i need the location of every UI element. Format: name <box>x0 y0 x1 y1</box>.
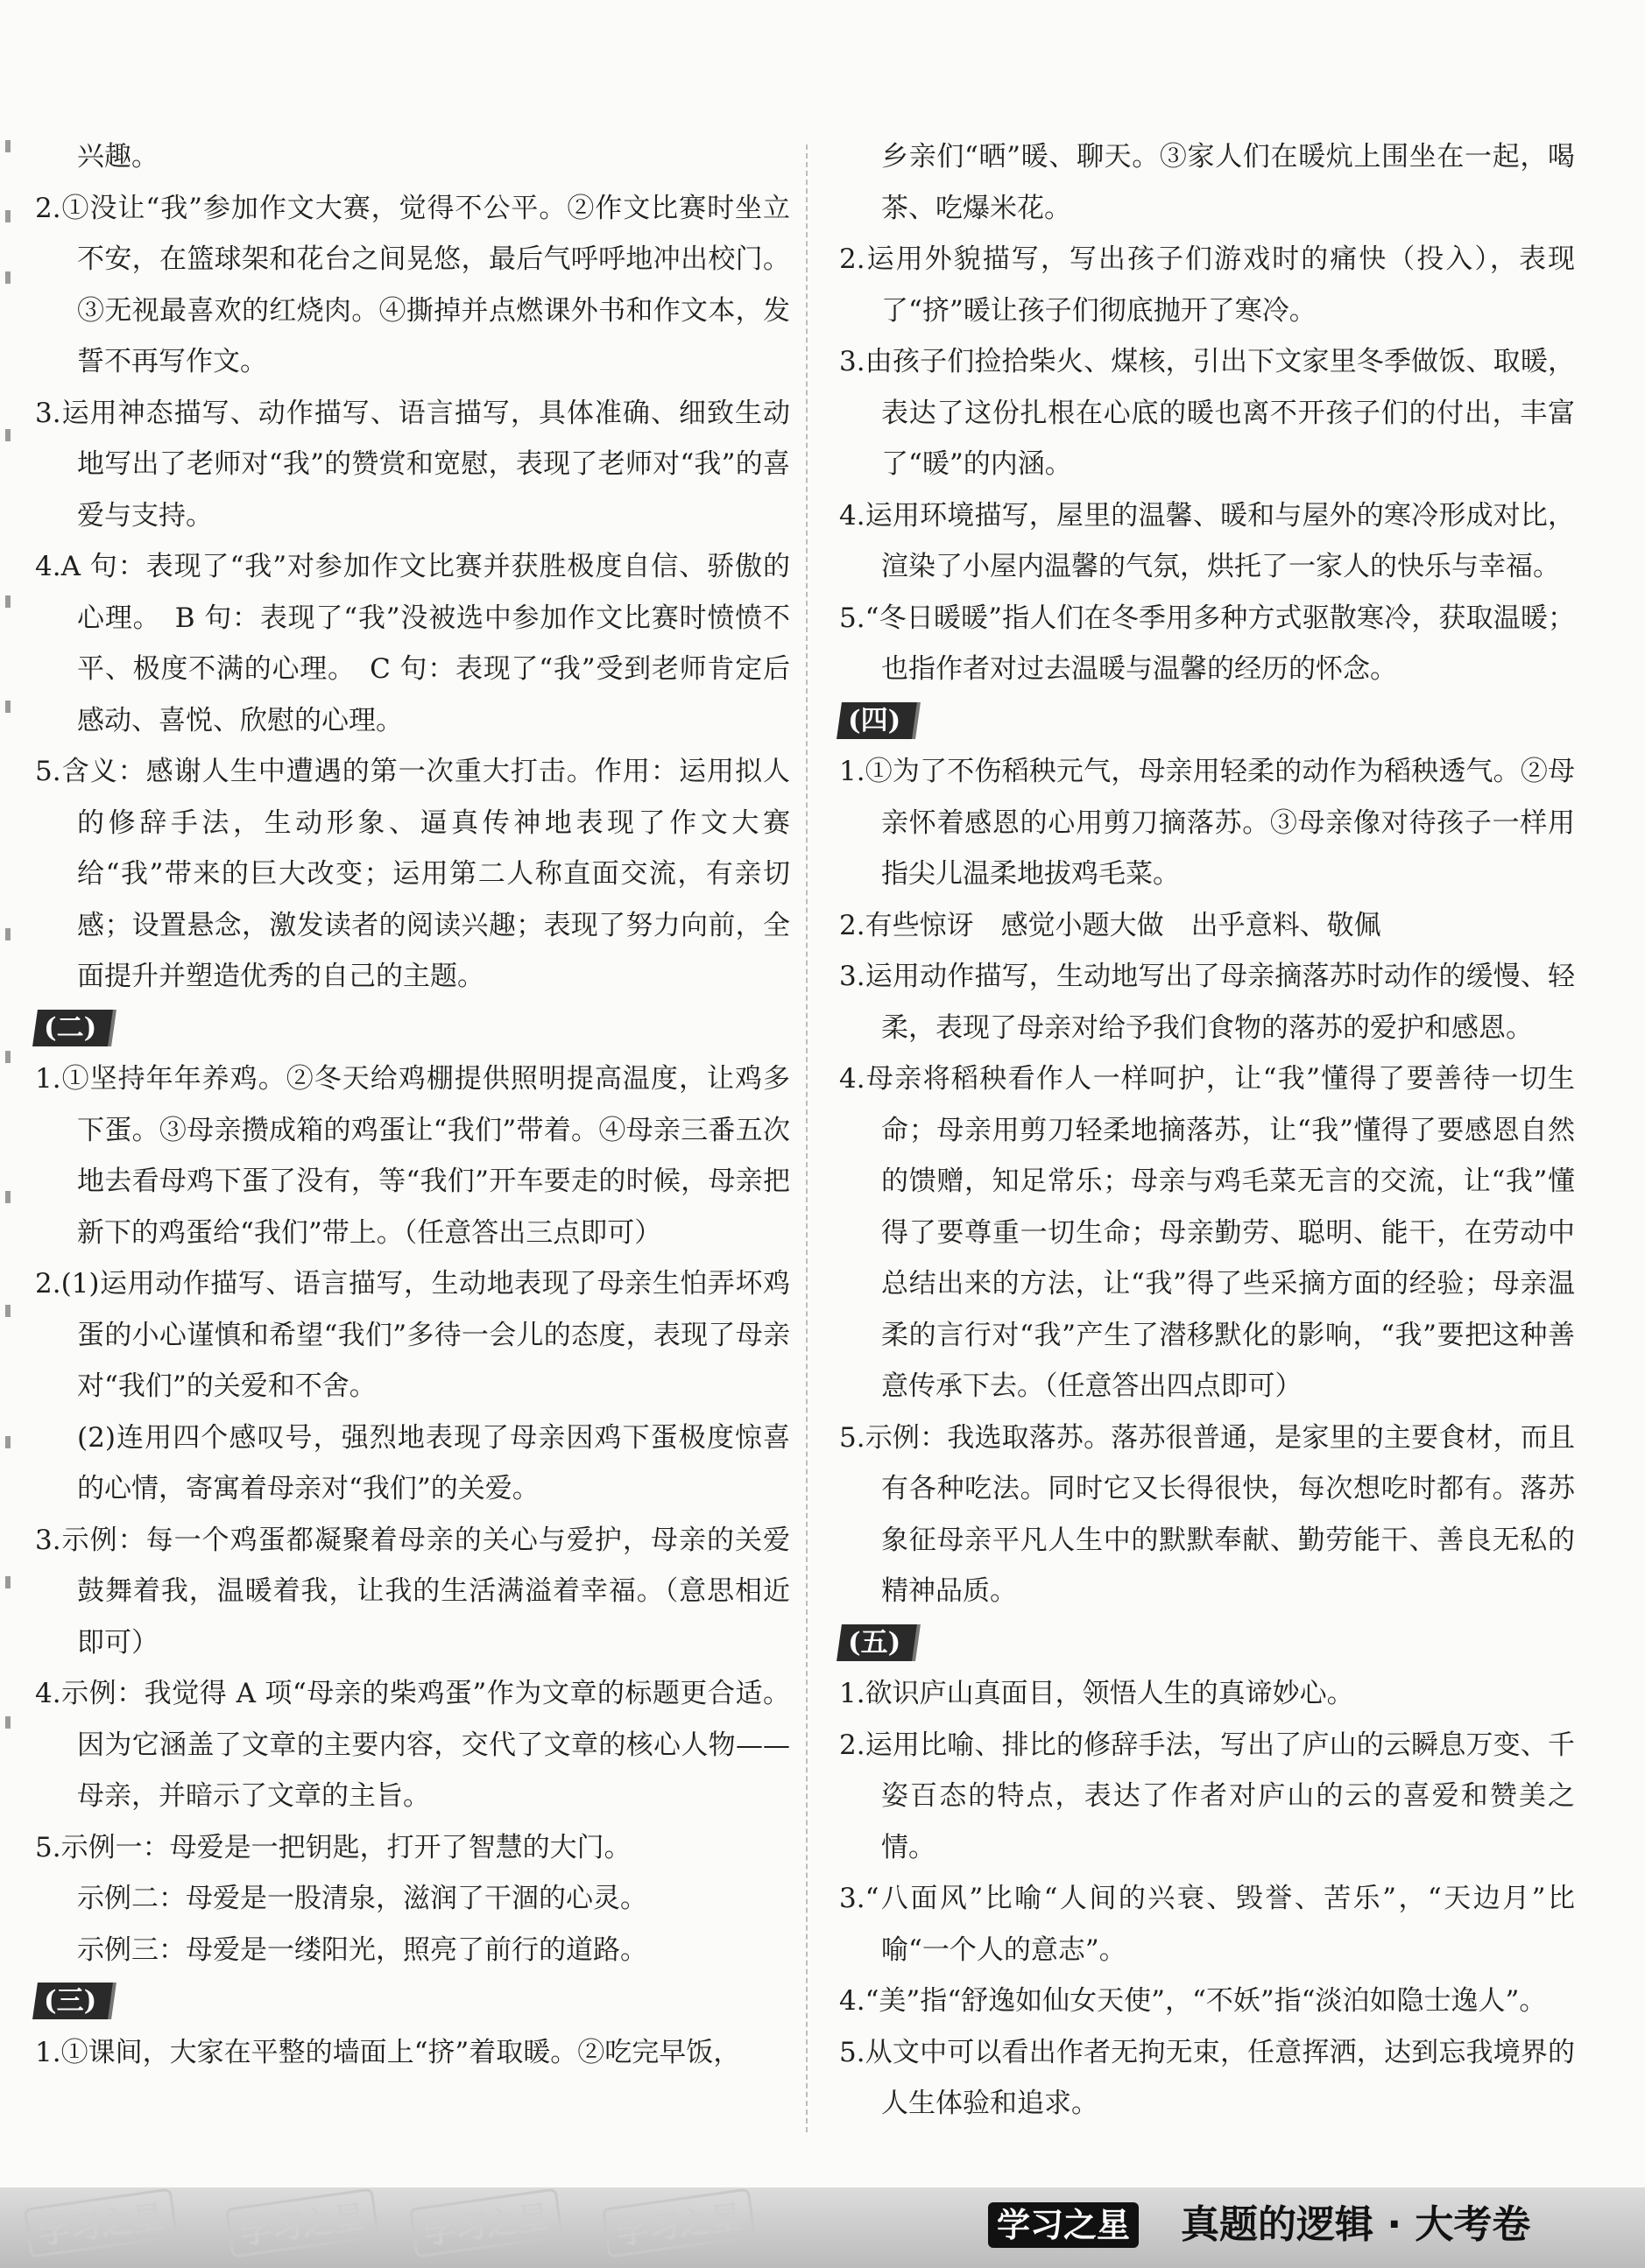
answer-text: (2)连用四个感叹号，强烈地表现了母亲因鸡下蛋极度惊喜的心情，寄寓着母亲对“我们”的关爱。 <box>77 1421 790 1504</box>
answer-item: 4.“美”指“舒逸如仙女天使”，“不妖”指“淡泊如隐士逸人”。 <box>839 1985 1547 2017</box>
answer-item: 5.示例一：母爱是一把钥匙，打开了智慧的大门。 <box>35 1831 632 1863</box>
answer-text: 乡亲们“晒”暖、聊天。③家人们在暖炕上围坐在一起，喝茶、吃爆米花。 <box>881 141 1575 224</box>
answer-item: 1.①坚持年年养鸡。②冬天给鸡棚提供照明提高温度，让鸡多下蛋。③母亲攒成箱的鸡蛋让“我们”带着。④母亲三番五次地去看母鸡下蛋了没有，等“我们”开车要走的时候，母亲把新下的鸡蛋给“我们”带上。（任意答出三点即可） <box>35 1063 790 1249</box>
watermark-logo: 学习之星 <box>225 2187 379 2257</box>
answer-item: 2.有些惊讶 感觉小题大做 出乎意料、敬佩 <box>839 909 1381 941</box>
answer-item: 5.“冬日暖暖”指人们在冬季用多种方式驱散寒冷，获取温暖；也指作者对过去温暖与温馨的经历的怀念。 <box>839 602 1575 685</box>
section-label <box>837 1624 917 1661</box>
answer-item: 5.从文中可以看出作者无拘无束，任意挥洒，达到忘我境界的人生体验和追求。 <box>839 2036 1575 2119</box>
section-heading <box>35 1003 790 1054</box>
answer-item: 4.示例：我觉得 A 项“母亲的柴鸡蛋”作为文章的标题更合适。因为它涵盖了文章的主要内容，交代了文章的核心人物——母亲，并暗示了文章的主旨。 <box>35 1678 790 1812</box>
answer-item: 2.(1)运用动作描写、语言描写，生动地表现了母亲生怕弄坏鸡蛋的小心谨慎和希望“我们”多待一会儿的态度，表现了母亲对“我们”的关爱和不舍。 <box>35 1268 790 1402</box>
answer-item: 2.运用外貌描写，写出孩子们游戏时的痛快（投入），表现了“挤”暖让孩子们彻底抛开了寒冷。 <box>839 243 1575 327</box>
watermark-logo: 学习之星 <box>602 2187 756 2257</box>
section-label <box>837 702 917 739</box>
right-column <box>839 131 1575 2130</box>
answer-text: 示例三：母爱是一缕阳光，照亮了前行的道路。 <box>77 1933 648 1966</box>
brand-logo: 学习之星 <box>988 2202 1139 2248</box>
answer-item: 5.含义：感谢人生中遭遇的第一次重大打击。作用：运用拟人的修辞手法，生动形象、逼真传神地表现了作文大赛给“我”带来的巨大改变；运用第二人称直面交流，有亲切感；设置悬念，激发读者的阅读兴趣；表现了努力向前，全面提升并塑造优秀的自己的主题。 <box>35 756 790 992</box>
section-heading <box>839 1617 1575 1669</box>
answer-item: 4.母亲将稻秧看作人一样呵护，让“我”懂得了要善待一切生命；母亲用剪刀轻柔地摘落苏，让“我”懂得了要感恩自然的馈赠，知足常乐；母亲与鸡毛菜无言的交流，让“我”懂得了要尊重一切生命；母亲勤劳、聪明、能干，在劳动中总结出来的方法，让“我”得了些采摘方面的经验；母亲温柔的言行对“我”产生了潜移默化的影响，“我”要把这种善意传承下去。（任意答出四点即可） <box>839 1063 1575 1402</box>
answer-item: 1.欲识庐山真面目，领悟人生的真谛妙心。 <box>839 1678 1354 1709</box>
answer-item: 4.A 句：表现了“我”对参加作文比赛并获胜极度自信、骄傲的心理。 B 句：表现了“我”没被选中参加作文比赛时愤愤不平、极度不满的心理。 C 句：表现了“我”受到老师肯定后感动、喜悦、欣慰的心理。 <box>35 551 790 736</box>
answer-text: 示例二：母爱是一股清泉，滋润了干涸的心灵。 <box>77 1883 648 1914</box>
answer-item: 2.①没让“我”参加作文大赛，觉得不公平。②作文比赛时坐立不安，在篮球架和花台之间晃悠，最后气呼呼地冲出校门。③无视最喜欢的红烧肉。④撕掉并点燃课外书和作文本，发誓不再写作文。 <box>35 192 790 377</box>
section-label-text: (四) <box>848 704 901 736</box>
answer-item: 3.示例：每一个鸡蛋都凝聚着母亲的关心与爱护，母亲的关爱鼓舞着我，温暖着我，让我的生活满溢着幸福。（意思相近即可） <box>35 1524 790 1659</box>
answer-item: 3.由孩子们捡拾柴火、煤核，引出下文家里冬季做饭、取暖，表达了这份扎根在心底的暖也离不开孩子们的付出，丰富了“暖”的内涵。 <box>839 346 1575 480</box>
answer-item: 3.运用神态描写、动作描写、语言描写，具体准确、细致生动地写出了老师对“我”的赞赏和宽慰，表现了老师对“我”的喜爱与支持。 <box>35 397 790 532</box>
column-divider <box>806 144 808 2132</box>
watermark-logo: 学习之星 <box>24 2187 178 2257</box>
answer-item: 1.①为了不伤稻秧元气，母亲用轻柔的动作为稻秧透气。②母亲怀着感恩的心用剪刀摘落苏。③母亲像对待孩子一样用指尖儿温柔地拔鸡毛菜。 <box>839 756 1575 890</box>
section-label <box>32 1010 113 1046</box>
answer-item: 2.运用比喻、排比的修辞手法，写出了庐山的云瞬息万变、千姿百态的特点，表达了作者对庐山的云的喜爱和赞美之情。 <box>839 1729 1575 1863</box>
answer-item: 1.①课间，大家在平整的墙面上“挤”着取暖。②吃完早饭， <box>35 2036 741 2068</box>
watermark-logo: 学习之星 <box>409 2187 563 2257</box>
section-heading <box>35 1976 790 2027</box>
binding-margin-marks <box>0 140 19 1804</box>
answer-item: 5.示例：我选取落苏。落苏很普通，是家里的主要食材，而且有各种吃法。同时它又长得很快，每次想吃时都有。落苏象征母亲平凡人生中的默默奉献、勤劳能干、善良无私的精神品质。 <box>839 1421 1575 1607</box>
answer-item: 4.运用环境描写，屋里的温馨、暖和与屋外的寒冷形成对比，渲染了小屋内温馨的气氛，烘托了一家人的快乐与幸福。 <box>839 499 1575 582</box>
section-label-text: (五) <box>848 1626 901 1659</box>
section-heading <box>839 695 1575 747</box>
section-label <box>32 1983 113 2019</box>
answer-text: 兴趣。 <box>77 141 159 173</box>
section-label-text: (二) <box>44 1011 97 1044</box>
answer-item: 3.“八面风”比喻“人间的兴衰、毁誉、苦乐”，“天边月”比喻“一个人的意志”。 <box>839 1883 1575 1966</box>
brand-title: 真题的逻辑 · 大考卷 <box>1181 2202 1531 2247</box>
answer-item: 3.运用动作描写，生动地写出了母亲摘落苏时动作的缓慢、轻柔，表现了母亲对给予我们食物的落苏的爱护和感恩。 <box>839 961 1575 1044</box>
section-label-text: (三) <box>44 1985 97 2018</box>
left-column <box>35 131 790 2078</box>
